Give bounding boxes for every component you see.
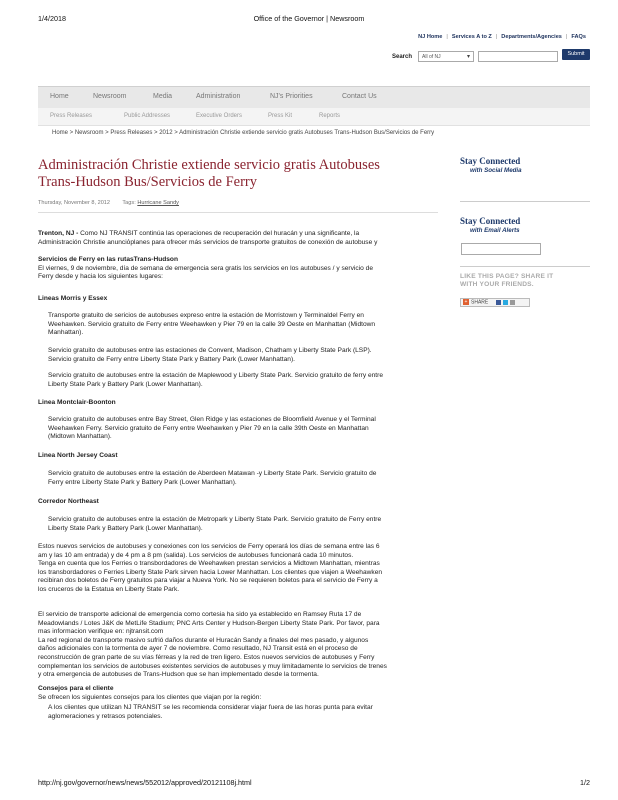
- divider: [460, 266, 590, 267]
- stay-connected-social-subtitle[interactable]: with Social Media: [470, 167, 522, 174]
- tag-link[interactable]: Hurricane Sandy: [137, 200, 179, 206]
- print-page-number: 1/2: [580, 778, 590, 787]
- subnav-reports[interactable]: Reports: [319, 113, 341, 119]
- section-heading: Linea North Jersey Coast: [38, 452, 118, 459]
- service-item: Servicio gratuito de autobuses entre las estaciones de Convent, Madison, Chatham y Liberty State Park (LSP). Servicio gratuito de Ferry entre Liberty State Park y Battery Park (Lower Manhattan).: [48, 347, 372, 363]
- article-date: Thursday, November 8, 2012: [38, 200, 111, 206]
- lead-paragraph: Trenton, NJ - Como NJ TRANSIT continúa las operaciones de recuperación del huracán y una significante, la Administración Christie anunciόplanes para ofrecer más servicios de transporte gratuitos de conexión de autobuse y: [38, 230, 378, 246]
- page-title: [38, 157, 438, 191]
- subnav-press-kit[interactable]: Press Kit: [268, 113, 293, 119]
- dateline: Trenton, NJ -: [38, 230, 79, 237]
- search-input[interactable]: [478, 51, 558, 62]
- print-title: Office of the Governor | Newsroom: [253, 14, 365, 23]
- twitter-icon: [503, 300, 508, 305]
- chevron-down-icon: ▾: [466, 54, 470, 60]
- search-scope-select[interactable]: [418, 51, 474, 62]
- section-consejos: Consejos para el cliente Se ofrecen los siguientes consejos para los clientes que viajan por la región:: [38, 685, 262, 701]
- nav-administration[interactable]: Administration: [196, 93, 241, 100]
- headline-line: Trans-Hudson Bus/Servicios de Ferry: [38, 174, 257, 190]
- plus-icon: +: [464, 299, 468, 305]
- tags-label: Tags:: [122, 200, 136, 206]
- divider: [38, 212, 438, 213]
- email-icon: [510, 300, 515, 305]
- section-ferry: Servicios de Ferry en las rutasTrans-Hudson El viernes, 9 de noviembre, día de semana de emergencia sera gratis los servicios en los autobuses / y servicio de Ferry desde y hacia los siguientes lugares:: [38, 256, 373, 281]
- service-item: Servicio gratuito de autobuses entre la estación de Metropark y Liberty State Park. Servicio gratuito de Ferry entre Liberty State Park y Battery Park (Lower Manhattan).: [48, 516, 382, 532]
- print-url: http://nj.gov/governor/news/news/552012/approved/20121108j.html: [38, 778, 252, 787]
- nav-home[interactable]: Home: [50, 93, 69, 100]
- search-label: Search: [392, 54, 413, 60]
- toplink-faqs[interactable]: FAQs: [571, 34, 586, 40]
- subnav-public-addresses[interactable]: Public Addresses: [124, 113, 171, 119]
- share-button[interactable]: [460, 298, 530, 307]
- stay-connected-email-subtitle[interactable]: with Email Alerts: [470, 227, 520, 234]
- print-date: 1/4/2018: [38, 14, 66, 23]
- sub-nav: [38, 108, 590, 126]
- section-heading: Corredor Northeast: [38, 498, 99, 505]
- separator: |: [495, 34, 498, 40]
- submit-button[interactable]: Submit: [562, 49, 590, 60]
- headline-line: Administración Christie extiende servicio gratis Autobuses: [38, 157, 380, 173]
- facebook-icon: [496, 300, 501, 305]
- section-heading: Consejos para el cliente: [38, 685, 114, 692]
- subnav-press-releases[interactable]: Press Releases: [50, 113, 93, 119]
- section-heading: Lineas Morris y Essex: [38, 295, 108, 302]
- share-prompt: LIKE THIS PAGE? SHARE IT WITH YOUR FRIENDS.: [460, 273, 554, 289]
- separator: |: [565, 34, 568, 40]
- top-links: [414, 34, 590, 40]
- stay-connected-email-title[interactable]: Stay Connected: [460, 216, 521, 226]
- toplink-departments[interactable]: Departments/Agencies: [501, 34, 562, 40]
- nav-media[interactable]: Media: [153, 93, 173, 100]
- section-heading: Linea Montclair-Boonton: [38, 399, 116, 406]
- nav-newsroom[interactable]: Newsroom: [93, 93, 127, 100]
- separator: |: [446, 34, 448, 40]
- nav-priorities[interactable]: NJ's Priorities: [270, 93, 313, 100]
- service-item: Servicio gratuito de autobuses entre la estación de Maplewood y Liberty State Park. Servicio gratuito de ferry entre Liberty State Park y Battery Park (Lower Manhattan).: [48, 372, 383, 388]
- divider: [460, 201, 590, 202]
- share-label: SHARE: [471, 299, 489, 306]
- paragraph: Estos nuevos servicios de autobuses y conexiones con los servicios de Ferry operará los días de semana entre las 6 am y las 10 am entrada) y de 4 pm a 8 pm (salida). Los servicios de autobuses funcionará cada 10 minutos. Tenga en cuenta que los Ferries o transbordadores de Weehawken prestan servicios a Midtown Manhattan, mientras los transbordadores o Ferries Liberty State Park sirven hacia Lower Manhattan. Los clientes que viajen a Weehawken recibiran dos boletos de Ferry gratuitos para viajar a Nueva York. No se requieren boletos para el servicio de Ferry a los cruceros de la Estatua en Liberty State Park.: [38, 543, 383, 593]
- breadcrumb[interactable]: Home > Newsroom > Press Releases > 2012 > Administración Christie extiende servicio gratis Autobuses Trans-Hudson Bus/Servicios de Ferry: [52, 130, 435, 136]
- subnav-executive-orders[interactable]: Executive Orders: [196, 113, 243, 119]
- stay-connected-social-title[interactable]: Stay Connected: [460, 156, 521, 166]
- search-scope-value: All of NJ: [422, 54, 441, 60]
- service-item: Servicio gratuito de autobuses entre la estación de Aberdeen Matawan -y Liberty State Park. Servicio gratuito de Ferry entre Liberty State Park y Battery Park (Lower Manhattan).: [48, 470, 377, 486]
- email-alert-input[interactable]: [461, 243, 541, 255]
- article-meta: [38, 200, 179, 206]
- toplink-services[interactable]: Services A to Z: [451, 34, 492, 40]
- paragraph: El servicio de transporte adicional de emergencia como cortesia ha sido ya establecido en Ramsey Ruta 17 de Meadowlands / Lotes J&K de MetLife Stadium; PNC Arts Center y Hudson-Bergen Liberty State Park. Por favor, para mas informacion verifique en: njtransit.com La red regional de transporte masivo sufrió daños durante el Huracán Sandy a finales del mes pasado, y algunos daños adicionales con la tormenta de ayer 7 de noviembre. Como resultado, NJ Transit está en el proceso de reconstrucción de gran parte de su vías férreas y la red de tren ligero. Estos nuevos servicios de autobuses y Ferry complementan los servicios de autobuses existentes servicios de autobuses y muy limitadamente lo servicios de trenes y otra emergencia de autobuses de Trans-Hudson que se han implementado desde la tormenta.: [38, 611, 387, 679]
- section-heading: Servicios de Ferry en las rutasTrans-Hudson: [38, 256, 178, 263]
- service-item: Servicio gratuito de autobuses entre Bay Street, Glen Ridge y las estaciones de Bloomfield Avenue y el Terminal Weehawken Ferry. Servicio gratuito de Ferry entre Weehawken y Pier 79 en la calle 39th Oeste en Manhattan (Midtown Manhattan).: [48, 416, 376, 441]
- service-item: Transporte gratuito de sericios de autobuses expreso entre la estación de Morristown y Terminaldel Ferry en Weehawken. Servicio gratuito de Ferry entre Weehawken y Pier 79 en la calle 39 Oeste en Manhattan (Midtown Manhattan).: [48, 312, 376, 337]
- main-nav: [38, 86, 590, 108]
- toplink-nj-home[interactable]: NJ Home: [418, 34, 443, 40]
- nav-contact[interactable]: Contact Us: [342, 93, 377, 100]
- tip-item: A los clientes que utilizan NJ TRANSIT se les recomienda considerar viajar fuera de las horas punta para evitar aglomeraciones y retrasos potenciales.: [48, 704, 373, 720]
